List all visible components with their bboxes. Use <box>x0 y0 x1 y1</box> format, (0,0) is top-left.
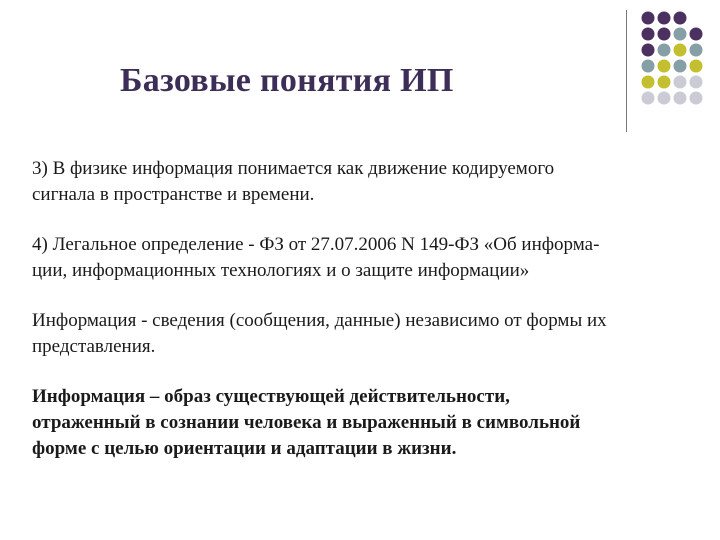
paragraph-line: Информация - сведения (сообщения, данные) независимо от формы их <box>32 310 607 331</box>
slide-body <box>32 156 684 486</box>
decorative-dot <box>642 92 655 105</box>
vertical-divider <box>626 10 627 132</box>
slide-title: Базовые понятия ИП <box>120 62 454 99</box>
decorative-dot <box>658 28 671 41</box>
decorative-dot <box>690 60 703 73</box>
decorative-dot <box>642 60 655 73</box>
decorative-dot <box>674 28 687 41</box>
decorative-dot <box>690 76 703 89</box>
paragraph-information-image <box>32 384 684 462</box>
decorative-dot <box>690 92 703 105</box>
decorative-dot <box>674 60 687 73</box>
paragraph-information-data <box>32 308 684 360</box>
decorative-dot <box>674 12 687 25</box>
decorative-dot <box>674 44 687 57</box>
paragraph-line: 3) В физике информация понимается как движение кодируемого <box>32 158 555 179</box>
decorative-dot <box>658 92 671 105</box>
decorative-dot <box>674 92 687 105</box>
decorative-dot <box>642 12 655 25</box>
decorative-dot <box>658 60 671 73</box>
paragraph-line: отраженный в сознании человека и выраженный в символьной <box>32 412 581 433</box>
paragraph-legal-definition <box>32 232 684 284</box>
paragraph-physics-definition <box>32 156 684 208</box>
decorative-dot <box>690 44 703 57</box>
decorative-dot <box>690 28 703 41</box>
decorative-dot <box>642 28 655 41</box>
decorative-dot <box>642 44 655 57</box>
paragraph-line: представления. <box>32 336 156 357</box>
decorative-dot <box>658 76 671 89</box>
decorative-dot <box>642 76 655 89</box>
paragraph-line: 4) Легальное определение - ФЗ от 27.07.2006 N 149-ФЗ «Об информа- <box>32 234 600 255</box>
paragraph-line: сигнала в пространстве и времени. <box>32 184 315 205</box>
paragraph-line: ции, информационных технологиях и о защите информации» <box>32 260 530 281</box>
decorative-dot <box>658 12 671 25</box>
paragraph-line: форме с целью ориентации и адаптации в жизни. <box>32 438 457 459</box>
decorative-dot <box>674 76 687 89</box>
paragraph-line: Информация – образ существующей действительности, <box>32 386 510 407</box>
decorative-dot <box>658 44 671 57</box>
